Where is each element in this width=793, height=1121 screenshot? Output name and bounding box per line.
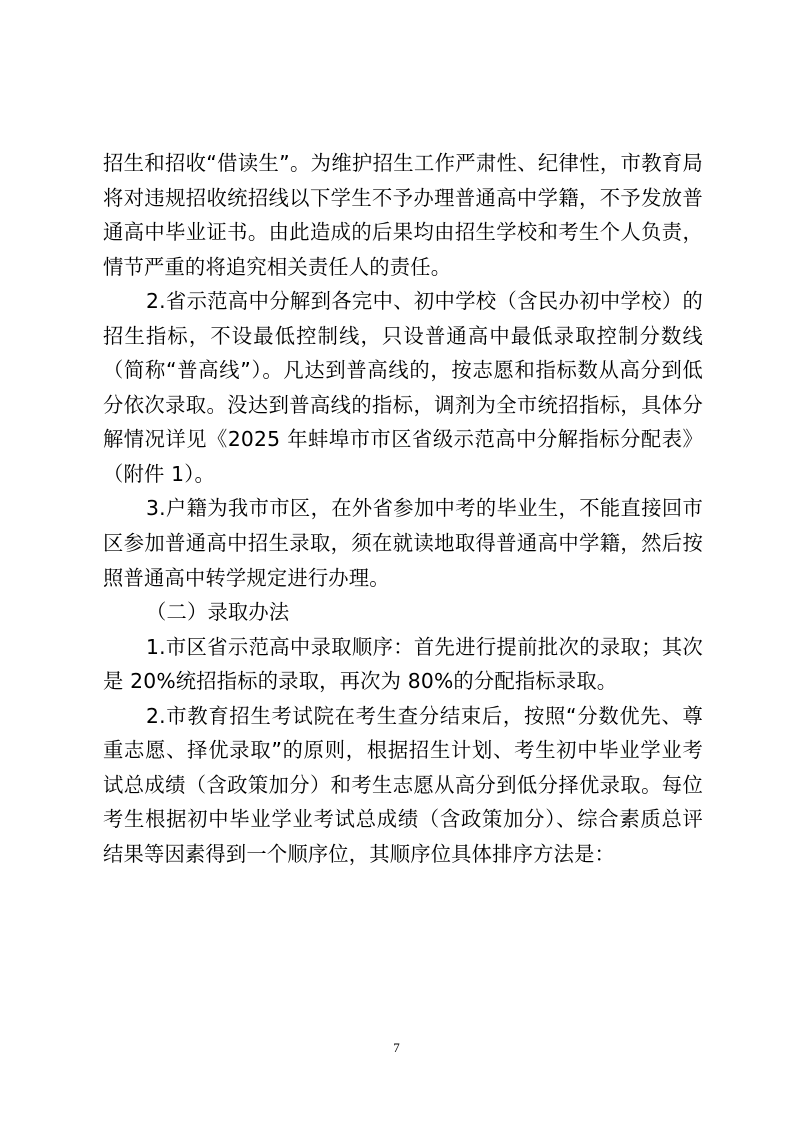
document-body [103,146,703,871]
paragraph-item-3-out-of-province: 3.户籍为我市市区，在外省参加中考的毕业生，不能直接回市区参加普通高中招生录取，须在就读地取得普通高中学籍，然后按照普通高中转学规定进行办理。 [103,496,703,590]
paragraph-item-2-admission-principle: 2.市教育招生考试院在考生查分结束后，按照“分数优先、尊重志愿、择优录取”的原则，根据招生计划、考生初中毕业学业考试总成绩（含政策加分）和考生志愿从高分到低分择优录取。每位考生根据初中毕业学业考试总成绩（含政策加分）、综合素质总评结果等因素得到一个顺序位，其顺序位具体排序方法是： [103,703,703,866]
paragraph-item-1-admission-order: 1.市区省示范高中录取顺序：首先进行提前批次的录取；其次是 20%统招指标的录取，再次为 80%的分配指标录取。 [103,634,703,694]
section-heading-admission-method: （二）录取办法 [146,600,290,625]
paragraph-continuation: 招生和招收“借读生”。为维护招生工作严肃性、纪律性，市教育局将对违规招收统招线以下学生不予办理普通高中学籍，不予发放普通高中毕业证书。由此造成的后果均由招生学校和考生个人负责，情节严重的将追究相关责任人的责任。 [103,151,703,279]
page-number: 7 [393,1040,400,1055]
paragraph-item-2-provincial-quota: 2.省示范高中分解到各完中、初中学校（含民办初中学校）的招生指标，不设最低控制线，只设普通高中最低录取控制分数线（简称“普高线”）。凡达到普高线的，按志愿和指标数从高分到低分依次录取。没达到普高线的指标，调剂为全市统招指标，具体分解情况详见《2025 年蚌埠市市区省级示范高中分解指标分配表》（附件 1）。 [103,289,703,486]
